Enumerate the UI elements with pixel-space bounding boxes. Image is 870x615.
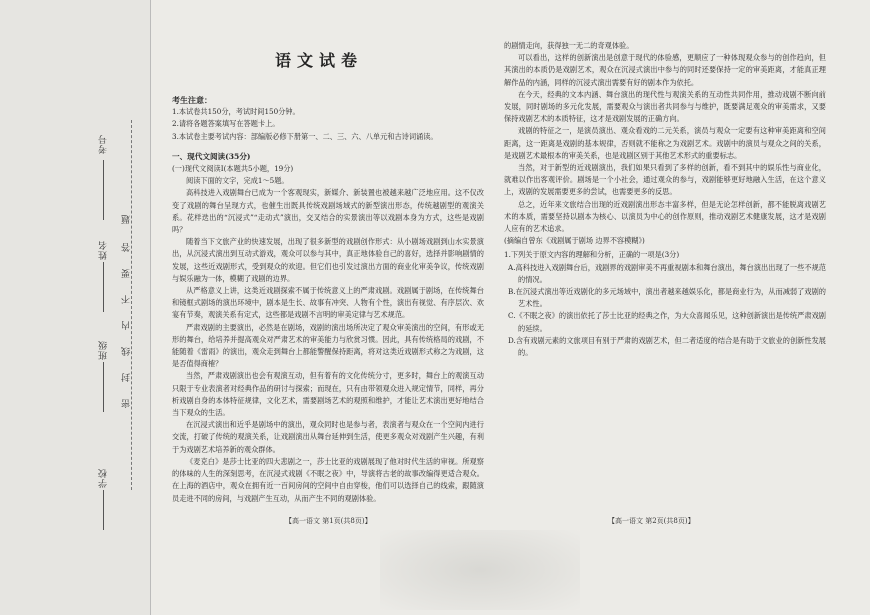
- passage-paragraph: 从严格意义上讲，这类近戏剧探索不属于传统意义上的严肃戏剧。戏剧属于剧场，在传统舞台和镜框式剧场的演出环境中，剧本是生长、故事有冲突、人物有个性，演出有视觉、有序层次、欢宴有节奏，观演关系有定式，这些都是戏剧不言明的审美定律与艺术规范。: [172, 286, 484, 320]
- section-heading: 一、现代文阅读(35分): [172, 151, 251, 161]
- binding-mark-7: 封: [122, 372, 132, 382]
- left-column: [172, 42, 484, 505]
- option-b: B.在沉浸式演出等近戏剧化的多元场域中，演出者越来越娱乐化，都是商业行为，从而减弱了戏剧的艺术性。: [508, 287, 826, 309]
- school-line: [103, 490, 104, 530]
- notice-item: 3.本试卷主要考试内容：部编版必修下册第一、二、三、六、八单元和古诗词诵读。: [172, 131, 438, 141]
- notice-item: 1.本试卷共150分，考试时间150分钟。: [172, 107, 300, 117]
- binding-mark-6: 线: [122, 346, 132, 356]
- name-line: [103, 262, 104, 312]
- passage-paragraph: 可以看出，这样的创新演出是创意于现代的体验感，更顺应了一种体现观众参与的创作趋向，但其演出的本质仍是戏剧艺术，观众在沉浸式演出中参与的同时还要保持一定的审美距离，才能真正理解作品的内涵，同样的沉浸式演出需要有好的剧本作为依托。: [504, 53, 826, 87]
- passage-paragraph: 在今天，经典的文本内涵、舞台演出的现代性与观演关系的互动性共同作用，推动戏剧不断向前发展，同时剧场的多元化发展，需要观众与演出者共同参与与维护，既要满足观众的审美需求，又要保持戏剧艺术的本质特征，这才是戏剧发展的正确方向。: [504, 89, 826, 124]
- footer-left: 【高一语文 第1页(共8页)】: [285, 517, 372, 525]
- binding-strip: [0, 0, 151, 615]
- reading-instruction: 阅读下面的文字，完成1～5题。: [186, 176, 289, 186]
- passage-paragraph: 当然，严肃戏剧演出也会有观演互动，但有着有的文化传统分寸，更多时，舞台上的观演互动只限于专业表演者对经典作品的研讨与探索；而现在，只有由带领观众进入规定情节，同样，再分析戏剧自身的本体特征规律，文化艺术，需要剧场艺术的观照和维护，才能让艺术演出更好地结合当下观众的生活。: [172, 371, 484, 418]
- binding-mark-4: 不: [122, 294, 132, 304]
- option-d: D.含有戏剧元素的文旅项目有别于严肃的戏剧艺术，但二者适度的结合是有助于文旅业的创新性发展的。: [508, 335, 826, 358]
- right-column: [504, 40, 826, 359]
- source-citation: (摘编自曾东《戏剧属于剧场 边界不容模糊》): [504, 236, 645, 246]
- subsection-heading: (一)现代文阅读Ⅰ(本题共5小题，19分): [172, 164, 294, 174]
- passage-paragraph: 的剧情走向，获得独一无二的奇观体验。: [504, 41, 634, 50]
- footer-right: 【高一语文 第2页(共8页)】: [608, 517, 695, 525]
- passage-paragraph: 总之，近年来文旅结合出现的近戏剧演出形态丰富多样，但是无论怎样创新，都不能脱离戏剧艺术的本质，需要坚持以剧本为核心、以演员为中心的创作原则，推动戏剧艺术健康发展，这才是戏剧人应有的艺术追求。: [504, 199, 826, 234]
- passage-paragraph: 高科技进入戏剧舞台已成为一个客观现实，新媒介、新装置也被越来越广泛地应用。这不仅改变了戏剧的舞台呈现方式，也催生出既具传统戏剧场域式的新型演出形态，传统越剧型的观演关系。花样迭出的“沉浸式”“走动式”演出，交叉结合的实景演出等以戏剧本身为方式，这些是戏剧吗？: [172, 188, 484, 235]
- passage-paragraph: 戏剧的特征之一，是演员演出、观众看戏的二元关系，演员与观众一定要有这种审美距离和空间距离，这一距离是戏剧的基本规律，否则就不能称之为戏剧艺术。戏剧中的演员与观众之间的关系，是戏剧艺术最根本的审美关系，也是戏剧区别于其他艺术形式的重要标志。: [504, 126, 826, 160]
- binding-label-school: 学校: [99, 468, 109, 488]
- paper-smudge: [380, 530, 580, 610]
- passage-paragraph: 严肃戏剧的主要演出，必然是在剧场，戏剧的演出场所决定了观众审美演出的空间，有形或无形的舞台，给培养并提高观众对严肃艺术的审美能力与欣赏习惯。因此，具有传统格局的戏剧，不能随着《雷雨》的演出，观众走到舞台上都能警醒保持距离，将对这类近戏剧形式称之为戏剧，这是否值得商榷？: [172, 322, 484, 369]
- binding-mark-8: 密: [122, 398, 132, 408]
- notice-heading: 考生注意：: [172, 95, 212, 105]
- binding-mark-1: 题: [122, 214, 132, 224]
- binding-label-exam-no: 考号: [99, 134, 109, 154]
- passage-paragraph: 《麦克白》是莎士比亚的四大悲剧之一，莎士比亚的戏剧展现了他对时代生活的审视。所观察的体味的人生的深刻思考，在沉浸式戏剧《不眠之夜》中，导演将古老的故事改编得更适合观众。在上海的酒店中，观众在拥有近一百间房间的空间中自由穿梭，他们可以选择自己的线索，跟随演员走进不同的房间，与戏剧产生互动，从而产生不同的观剧体验。: [172, 456, 484, 503]
- binding-mark-2: 答: [122, 242, 132, 252]
- question-stem: 1.下列关于原文内容的理解和分析，正确的一项是(3分): [504, 250, 680, 260]
- binding-label-class: 班级: [99, 340, 109, 360]
- passage-paragraph: 在沉浸式演出和近乎是剧场中的演出，观众同时也是参与者，表演者与观众在一个空间内进行交流，打破了传统的观演关系，让戏剧演出从舞台延伸到生活，使更多观众对戏剧产生兴趣，有利于为戏剧艺术培养新的观众群体。: [172, 420, 484, 454]
- seal-dashed-line: [131, 120, 132, 490]
- binding-label-name: 姓名: [99, 240, 109, 260]
- passage-paragraph: 当然，对于新型的近戏剧演出，我们如果只看到了多样的创新，看不到其中的娱乐性与商业化，就难以作出客观评价。剧场是一个小社会，通过观众的参与，戏剧能够更好地融入生活，在这个意义上，戏剧的发展需要更多的尝试，也需要更多的反思。: [504, 163, 826, 197]
- page-title: 语文试卷: [275, 51, 364, 70]
- class-line: [103, 362, 104, 412]
- option-c: C.《不眠之夜》的演出依托了莎士比亚的经典之作，为大众喜闻乐见，这种创新演出是传统严肃戏剧的延续。: [508, 311, 826, 333]
- exam-no-line: [103, 160, 104, 220]
- notice-item: 2.请将各题答案填写在答题卡上。: [172, 119, 280, 129]
- binding-mark-5: 内: [122, 320, 132, 330]
- binding-mark-3: 要: [122, 268, 132, 278]
- passage-paragraph: 随着当下文旅产业的快速发展，出现了很多新型的戏剧创作形式：从小剧场戏剧到山水实景演出，从沉浸式演出到互动式游戏，观众可以参与其中，真正地体验自己的喜好，选择并影响剧情的发展，这些近戏剧形式，受到观众的欢迎。但它们也引发过演出方面的商业化审美争议，传统戏剧与娱乐融为一体，模糊了戏剧的边界。: [172, 237, 484, 283]
- option-a: A.高科技进入戏剧舞台后，戏剧界的戏剧审美不再重视剧本和舞台演出，舞台演出出现了一些不规范的情况。: [508, 262, 826, 284]
